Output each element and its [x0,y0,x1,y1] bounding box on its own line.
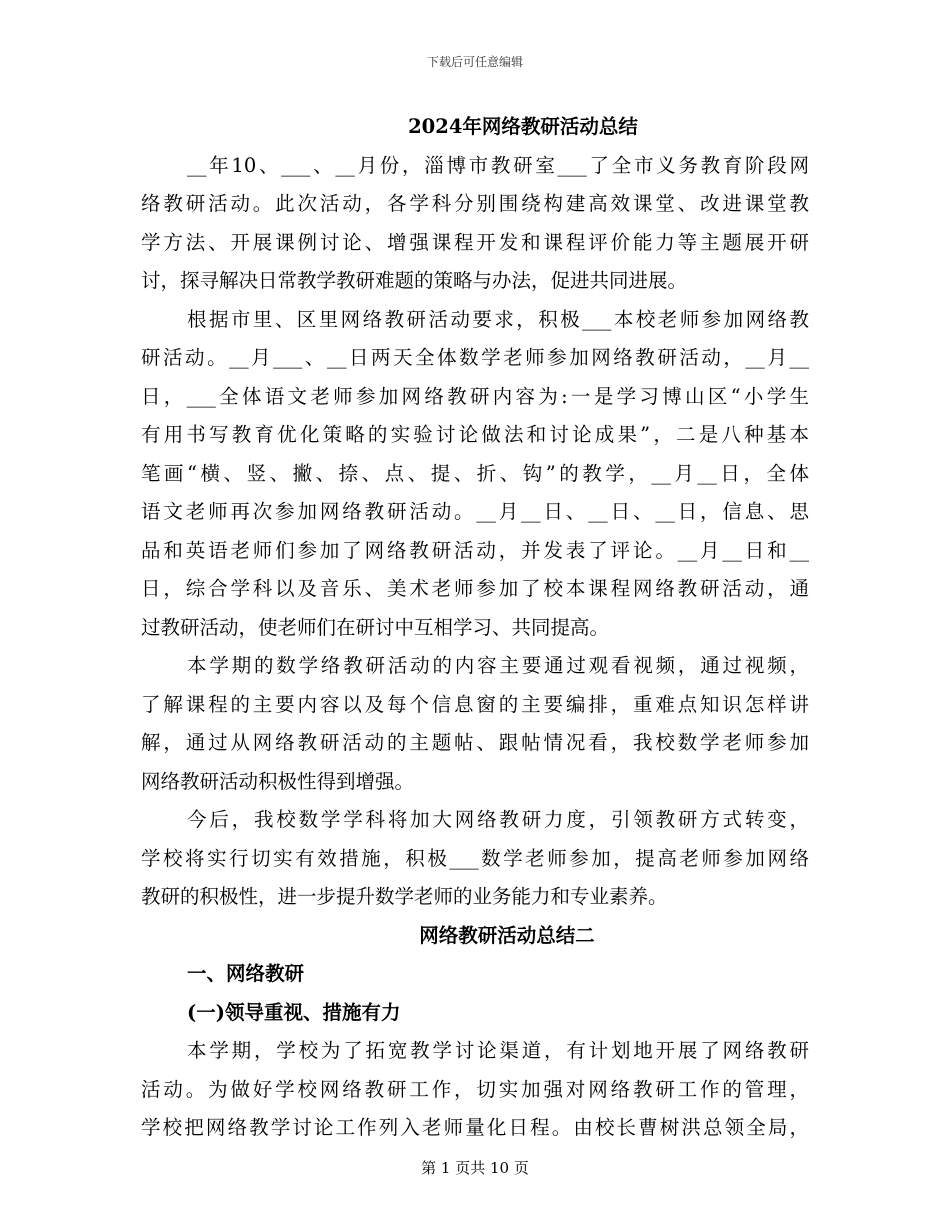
text-line-13: 过教研活动，使老师们在研讨中互相学习、共同提高。 [141,615,610,639]
text-line-19: 学校将实行切实有效措施，积极___数学老师参加，提高老师参加网络 [141,846,809,870]
header-note: 下载后可任意编辑 [426,55,523,69]
text-line-5: 根据市里、区里网络教研活动要求，积极___本校老师参加网络教 [187,307,809,331]
text-line-17: 网络教研活动积极性得到增强。 [141,769,415,793]
document-title: 2024年网络教研活动总结 [408,115,638,138]
text-line-22: 一、网络教研 [187,962,305,985]
text-line-11: 品和英语老师们参加了网络教研活动，并发表了评论。__月__日和__ [141,538,809,562]
document-body [141,108,809,1148]
text-line-9: 笔画“横、竖、撇、捺、点、提、折、钩”的教学，__月__日，全体 [141,461,809,485]
text-line-10: 语文老师再次参加网络教研活动。__月__日、__日、__日，信息、思 [141,500,809,523]
text-line-15: 了解课程的主要内容以及每个信息窗的主要编排，重难点知识怎样讲 [141,692,809,716]
text-line-21: 网络教研活动总结二 [419,923,595,947]
text-line-2: 络教研活动。此次活动，各学科分别围绕构建高效课堂、改进课堂教 [141,192,809,215]
text-line-3: 学方法、开展课例讨论、增强课程开发和课程评价能力等主题展开研 [141,230,809,254]
text-line-12: 日，综合学科以及音乐、美术老师参加了校本课程网络教研活动，通 [141,577,809,600]
text-line-18: 今后，我校数学学科将加大网络教研力度，引领教研方式转变， [187,808,809,831]
text-line-4: 讨，探寻解决日常教学教研难题的策略与办法，促进共同进展。 [141,269,688,292]
text-line-24: 本学期，学校为了拓宽教学讨论渠道，有计划地开展了网络教研 [187,1039,809,1062]
paragraph-lines [141,147,809,1148]
text-line-20: 教研的积极性，进一步提升数学老师的业务能力和专业素养。 [141,885,668,908]
page-footer: 第 1 页共 10 页 [421,1159,529,1177]
text-line-23: (一)领导重视、措施有力 [187,1000,401,1024]
text-line-14: 本学期的数学络教研活动的内容主要通过观看视频，通过视频， [187,654,809,677]
text-line-7: 日，___全体语文老师参加网络教研内容为:一是学习博山区“小学生 [141,384,809,408]
text-line-8: 有用书写教育优化策略的实验讨论做法和讨论成果”，二是八种基本 [141,423,809,446]
text-line-6: 研活动。__月___、__日两天全体数学老师参加网络教研活动，__月__ [141,346,809,369]
text-line-26: 学校把网络教学讨论工作列入老师量化日程。由校长曹树洪总领全局， [141,1116,809,1139]
text-line-25: 活动。为做好学校网络教研工作，切实加强对网络教研工作的管理， [141,1077,809,1101]
text-line-16: 解，通过从网络教研活动的主题帖、跟帖情况看，我校数学老师参加 [141,731,809,754]
text-line-1: __年10、___、__月份，淄博市教研室___了全市义务教育阶段网 [187,153,809,177]
